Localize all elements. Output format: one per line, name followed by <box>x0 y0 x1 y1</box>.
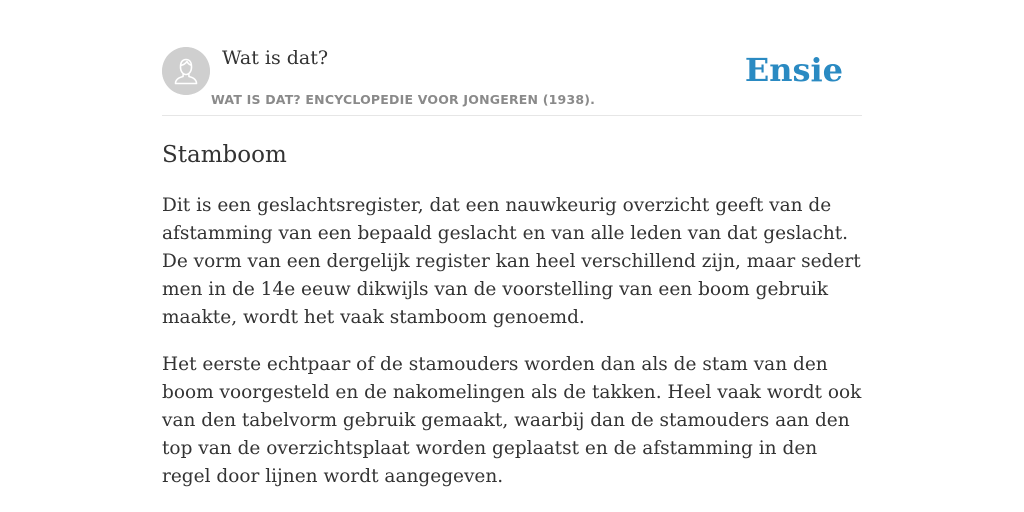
article-title: Stamboom <box>162 142 287 168</box>
article-header <box>162 40 862 116</box>
brand-logo[interactable]: Ensie <box>744 51 843 89</box>
user-silhouette-icon <box>162 47 210 95</box>
author-name[interactable]: Wat is dat? <box>222 47 329 69</box>
paragraph: Het eerste echtpaar of de stamouders worden dan als de stam van den boom voorgesteld en de nakomelingen als de takken. Heel vaak wordt ook van den tabelvorm gebruik gemaakt, waarbij dan de stamouders aan den top van de overzichtsplaat worden geplaatst en de afstamming in den regel door lijnen wordt aangegeven. <box>162 354 862 487</box>
source-label: WAT IS DAT? ENCYCLOPEDIE VOOR JONGEREN (1938). <box>211 92 596 107</box>
article-body <box>162 192 862 510</box>
avatar[interactable] <box>162 47 210 95</box>
paragraph: Dit is een geslachtsregister, dat een nauwkeurig overzicht geeft van de afstamming van een bepaald geslacht en van alle leden van dat geslacht. De vorm van een dergelijk register kan heel verschillend zijn, maar sedert men in de 14e eeuw dikwijls van de voorstelling van een boom gebruik maakte, wordt het vaak stamboom genoemd. <box>162 195 861 328</box>
